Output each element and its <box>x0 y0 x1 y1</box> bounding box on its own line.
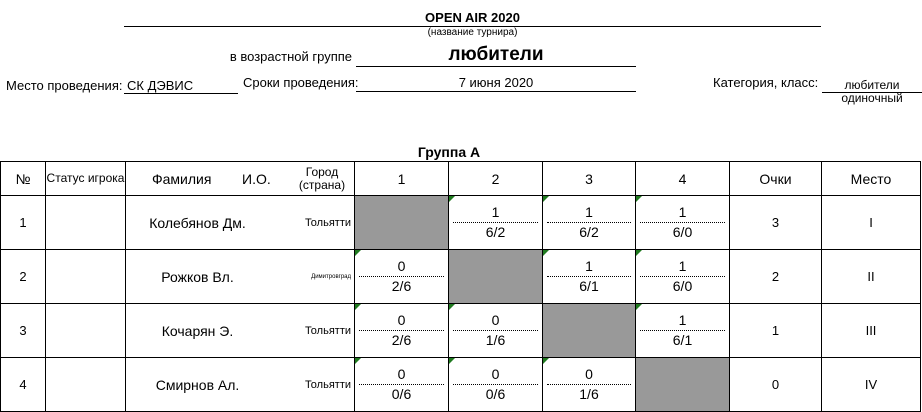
score-sets: 6/1 <box>579 278 599 294</box>
header-surname: Фамилия <box>152 170 212 187</box>
score-cell <box>355 250 449 304</box>
score-sets: 2/6 <box>391 278 412 294</box>
venue-underline <box>124 93 238 94</box>
score-separator <box>640 330 725 331</box>
rows-body <box>1 196 921 412</box>
score-win: 0 <box>397 258 406 274</box>
diagonal-cell <box>355 196 449 250</box>
player-points: 2 <box>730 250 822 304</box>
header-col-4: 4 <box>636 162 730 196</box>
player-city: Димитровград <box>311 273 351 280</box>
score-sets: 6/0 <box>672 224 693 240</box>
player-status <box>46 250 126 304</box>
score-sets: 1/6 <box>485 332 506 348</box>
score-win: 1 <box>678 312 687 328</box>
cell-comment-marker <box>355 304 361 310</box>
player-status <box>46 196 126 250</box>
group-table <box>0 161 921 412</box>
diagonal-cell <box>636 358 730 412</box>
player-num: 1 <box>1 196 46 250</box>
score-win: 1 <box>585 204 593 220</box>
player-name: Рожков Вл. <box>161 268 234 285</box>
category-label: Категория, класс: <box>713 75 819 90</box>
score-win: 0 <box>491 366 500 382</box>
dates-label: Сроки проведения: <box>243 75 359 90</box>
cell-comment-marker <box>449 304 455 310</box>
tournament-title-caption: (название турнира) <box>427 27 518 38</box>
score-cell <box>636 304 730 358</box>
score-win: 1 <box>585 258 593 274</box>
score-cell <box>636 250 730 304</box>
score-cell <box>355 358 449 412</box>
cell-comment-marker <box>636 304 642 310</box>
score-separator <box>640 276 725 277</box>
player-num: 4 <box>1 358 46 412</box>
header-col-1: 1 <box>355 162 449 196</box>
score-win: 0 <box>491 312 500 328</box>
header-city: Город (страна) <box>298 164 346 192</box>
score-separator <box>547 222 631 223</box>
header-col-2: 2 <box>449 162 543 196</box>
player-status <box>46 304 126 358</box>
score-sets: 6/2 <box>485 224 506 240</box>
cell-comment-marker <box>636 196 642 202</box>
diagonal-cell <box>543 304 636 358</box>
player-name: Кочарян Э. <box>161 322 234 339</box>
score-cell <box>449 304 543 358</box>
player-place: IV <box>822 358 921 412</box>
header-name-cell <box>126 162 355 196</box>
player-num: 3 <box>1 304 46 358</box>
cell-comment-marker <box>543 250 549 256</box>
player-status <box>46 358 126 412</box>
score-cell <box>449 196 543 250</box>
score-separator <box>453 330 538 331</box>
cell-comment-marker <box>449 358 455 364</box>
age-group-value: любители <box>448 44 544 65</box>
player-name-cell <box>126 250 355 304</box>
score-win: 1 <box>678 204 687 220</box>
score-win: 1 <box>678 258 687 274</box>
score-cell <box>355 304 449 358</box>
score-sets: 1/6 <box>579 386 599 402</box>
score-win: 0 <box>397 312 406 328</box>
cell-comment-marker <box>449 196 455 202</box>
player-place: I <box>822 196 921 250</box>
score-sets: 6/0 <box>672 278 693 294</box>
cell-comment-marker <box>355 250 361 256</box>
score-sets: 6/1 <box>672 332 693 348</box>
player-name: Колебянов Дм. <box>149 214 246 231</box>
score-sets: 0/6 <box>485 386 506 402</box>
score-sets: 2/6 <box>391 332 412 348</box>
score-sets: 6/2 <box>579 224 599 240</box>
player-city: Тольятти <box>304 378 351 391</box>
dates-underline <box>356 91 636 92</box>
header-points: Очки <box>730 162 822 196</box>
group-title: Группа А <box>417 144 481 160</box>
score-win: 0 <box>585 366 593 382</box>
venue-label: Место проведения: <box>6 78 123 93</box>
diagonal-cell <box>449 250 543 304</box>
cell-comment-marker <box>636 250 642 256</box>
score-separator <box>453 222 538 223</box>
score-separator <box>359 276 444 277</box>
player-points: 3 <box>730 196 822 250</box>
header-status: Статус игрока <box>46 162 126 196</box>
header-place: Место <box>822 162 921 196</box>
player-place: II <box>822 250 921 304</box>
player-row <box>1 196 921 250</box>
score-separator <box>547 384 631 385</box>
score-separator <box>453 384 538 385</box>
player-name-cell <box>126 304 355 358</box>
score-separator <box>640 222 725 223</box>
player-row <box>1 250 921 304</box>
score-sets: 0/6 <box>391 386 412 402</box>
player-name-cell <box>126 196 355 250</box>
score-win: 0 <box>397 366 406 382</box>
category-value-line2: одиночный <box>841 91 903 105</box>
header-initials: И.О. <box>242 170 271 187</box>
player-row <box>1 304 921 358</box>
player-num: 2 <box>1 250 46 304</box>
venue-value: СК ДЭВИС <box>127 78 194 93</box>
score-separator <box>547 276 631 277</box>
player-points: 1 <box>730 304 822 358</box>
header-num: № <box>1 162 46 196</box>
player-city: Тольятти <box>304 216 351 229</box>
score-win: 1 <box>491 204 500 220</box>
age-group-underline <box>356 66 636 67</box>
category-value-line1: любители <box>844 78 900 92</box>
cell-comment-marker <box>543 358 549 364</box>
score-separator <box>359 330 444 331</box>
score-cell <box>543 358 636 412</box>
cell-comment-marker <box>355 358 361 364</box>
score-separator <box>359 384 444 385</box>
player-name-cell <box>126 358 355 412</box>
age-group-label: в возрастной группе <box>229 49 352 64</box>
score-cell <box>543 196 636 250</box>
score-cell <box>449 358 543 412</box>
score-cell <box>543 250 636 304</box>
cell-comment-marker <box>543 196 549 202</box>
player-row <box>1 358 921 412</box>
dates-value: 7 июня 2020 <box>458 75 534 90</box>
header-row <box>1 162 921 196</box>
player-points: 0 <box>730 358 822 412</box>
player-name: Смирнов Ал. <box>155 376 240 393</box>
player-place: III <box>822 304 921 358</box>
tournament-title: OPEN AIR 2020 <box>425 10 520 25</box>
score-cell <box>636 196 730 250</box>
header-col-3: 3 <box>543 162 636 196</box>
player-city: Тольятти <box>304 324 351 337</box>
